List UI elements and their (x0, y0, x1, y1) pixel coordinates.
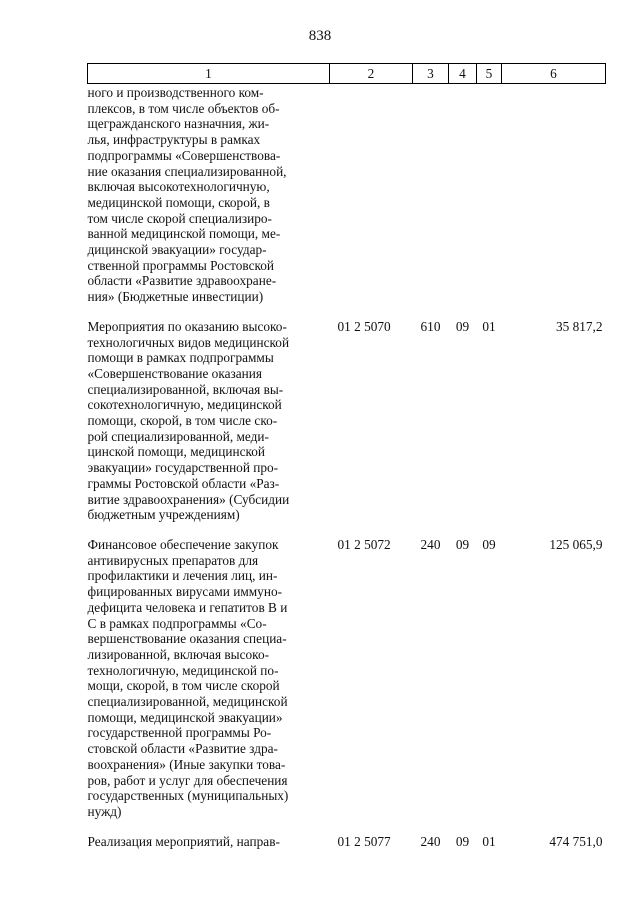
description-line: технологичных видов медицинской (87, 334, 290, 350)
description-line: сокотехнологичную, медицинской (87, 397, 282, 413)
description-line: помощи в рамках подпрограммы (87, 350, 274, 366)
description-line: дицинской эвакуации» государ- (87, 242, 267, 258)
description-line: щегражданского назначния, жи- (87, 116, 270, 132)
subsection-code: 01 (482, 318, 496, 334)
description-line: ров, работ и услуг для обеспечения (87, 772, 288, 788)
description-line: дефицита человека и гепатитов В и (87, 599, 288, 615)
row-description (88, 834, 330, 864)
page-number: 838 (308, 28, 332, 44)
description-line: медицинской помощи, скорой, в (87, 194, 270, 210)
table-header-row (88, 64, 606, 84)
section-code: 09 (455, 833, 470, 849)
subsection-code: 01 (482, 833, 496, 849)
description-line: лизированной, включая высоко- (87, 646, 270, 662)
description-line: Финансовое обеспечение закупок (87, 536, 279, 552)
description-line: фицированных вирусами иммуно- (87, 584, 283, 600)
header-col-5: 5 (477, 64, 502, 84)
description-line: технологичную, медицинской по- (87, 662, 279, 678)
header-col-3: 3 (413, 64, 449, 84)
description-line: рой специализированной, меди- (87, 428, 269, 444)
description-line: ния» (Бюджетные инвестиции) (87, 289, 264, 305)
description-line: цинской помощи, медицинской (87, 444, 266, 460)
target-code: 01 2 5077 (337, 833, 391, 849)
amount: 474 751,0 (549, 833, 603, 849)
row-description (88, 537, 330, 834)
description-line: ние оказания специализированной, (87, 163, 287, 179)
expense-type: 240 (420, 536, 441, 552)
description-line: государственной программы Ро- (87, 725, 272, 741)
header-col-4: 4 (449, 64, 477, 84)
description-line: ванной медицинской помощи, ме- (87, 226, 281, 242)
table-row-continuation (88, 84, 606, 319)
description-line: Мероприятия по оказанию высоко- (87, 318, 287, 334)
table-row (88, 319, 606, 537)
subsection-code: 09 (482, 536, 496, 552)
description-line: Реализация мероприятий, направ- (87, 833, 280, 849)
amount: 35 817,2 (555, 318, 603, 334)
header-col-1: 1 (88, 64, 330, 84)
description-line: включая высокотехнологичную, (87, 179, 270, 195)
description-line: ного и производственного ком- (87, 85, 264, 100)
description-line: помощи, скорой, в том числе ско- (87, 413, 278, 429)
target-code: 01 2 5070 (337, 318, 391, 334)
continuation-description (88, 84, 330, 319)
description-line: плексов, в том числе объектов об- (87, 100, 280, 116)
section-code: 09 (455, 318, 470, 334)
table-row (88, 537, 606, 834)
description-line: С в рамках подпрограммы «Со- (87, 615, 267, 631)
description-line: том числе скорой специализиро- (87, 210, 272, 226)
description-line: помощи, медицинской эвакуации» (87, 709, 283, 725)
description-line: ственной программы Ростовской (87, 257, 275, 273)
description-line: лья, инфраструктуры в рамках (87, 132, 261, 148)
description-line: «Совершенствование оказания (87, 365, 262, 381)
expense-type: 610 (420, 318, 441, 334)
description-line: антивирусных препаратов для (87, 552, 259, 568)
description-line: воохранения» (Иные закупки това- (87, 756, 286, 772)
amount: 125 065,9 (549, 536, 603, 552)
description-line: профилактики и лечения лиц, ин- (87, 568, 278, 584)
description-line: стовской области «Развитие здра- (87, 741, 278, 757)
row-description (88, 319, 330, 537)
description-line: вершенствование оказания специа- (87, 631, 287, 647)
description-line: бюджетным учреждениям) (87, 507, 240, 523)
section-code: 09 (455, 536, 470, 552)
description-line: области «Развитие здравоохране- (87, 273, 277, 289)
description-line: подпрограммы «Совершенствова- (87, 147, 281, 163)
description-line: государственных (муниципальных) (87, 788, 289, 804)
description-line: мощи, скорой, в том числе скорой (87, 678, 280, 694)
description-line: граммы Ростовской области «Раз- (87, 475, 280, 491)
description-line: специализированной, медицинской (87, 694, 288, 710)
table-row (88, 834, 606, 864)
header-col-6: 6 (502, 64, 606, 84)
description-line: специализированной, включая вы- (87, 381, 284, 397)
description-line: нужд) (87, 803, 122, 819)
header-col-2: 2 (330, 64, 413, 84)
budget-table (87, 63, 606, 863)
description-line: эвакуации» государственной про- (87, 460, 279, 476)
expense-type: 240 (420, 833, 441, 849)
description-line: витие здравоохранения» (Субсидии (87, 491, 290, 507)
target-code: 01 2 5072 (337, 536, 391, 552)
